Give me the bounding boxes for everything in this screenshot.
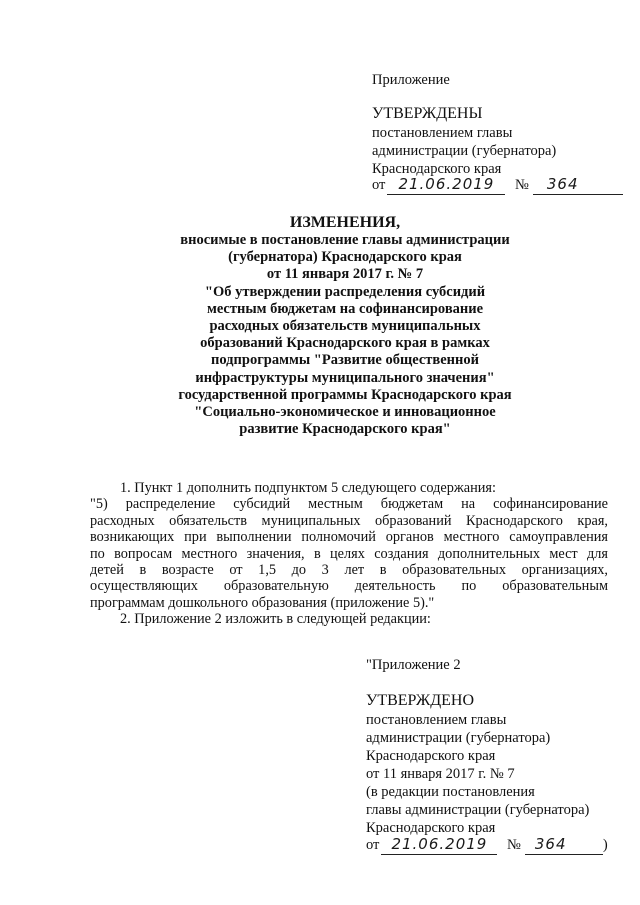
approval-date-line	[372, 176, 623, 195]
approval2-line-5: (в редакции постановления	[366, 784, 535, 800]
approval-line-1: постановлением главы	[372, 125, 513, 141]
appendix-label: Приложение	[372, 72, 450, 88]
approval-line-2: администрации (губернатора)	[372, 143, 557, 159]
date-prefix: от	[372, 177, 386, 193]
approval2-line-3: Краснодарского края	[366, 748, 496, 764]
paragraph-1-line: "5) распределение субсидий местным бюджетам на софинансирование	[90, 496, 608, 513]
paragraph-1-intro: 1. Пункт 1 дополнить подпунктом 5 следующего содержания:	[120, 480, 496, 496]
approval2-line-6: главы администрации (губернатора)	[366, 802, 590, 818]
approved-label-2: УТВЕРЖДЕНО	[366, 692, 475, 709]
handwritten-date: 21.06.2019	[398, 175, 495, 193]
paragraph-1-line: возникающих при выполнении полномочий органов местного самоуправления	[90, 529, 608, 546]
handwritten-number-2: 364	[534, 835, 567, 853]
paragraph-2: 2. Приложение 2 изложить в следующей редакции:	[120, 611, 431, 628]
approval-line-3: Краснодарского края	[372, 161, 502, 177]
approval2-line-1: постановлением главы	[366, 712, 507, 728]
date-field	[387, 176, 505, 195]
title-line: от 11 января 2017 г. № 7	[266, 266, 424, 283]
paragraph-1-line: по вопросам местного значения, в целях создания дополнительных мест для	[90, 545, 608, 562]
approval2-line-2: администрации (губернатора)	[366, 730, 551, 746]
handwritten-date-2: 21.06.2019	[391, 835, 488, 853]
title-line: образований Краснодарского края в рамках	[200, 335, 490, 352]
paragraph-1-line: детей в возрасте от 1,5 до 3 лет в образовательных организациях,	[90, 562, 608, 579]
title-line: расходных обязательств муниципальных	[209, 318, 481, 335]
paragraph-1-line: программам дошкольного образования (приложение 5)."	[90, 594, 435, 611]
title-line: подпрограммы "Развитие общественной	[211, 352, 479, 369]
handwritten-number: 364	[546, 175, 579, 193]
appendix-2-label: "Приложение 2	[366, 657, 461, 673]
date-field-2	[381, 836, 497, 855]
number-field	[533, 176, 623, 195]
approved-label: УТВЕРЖДЕНЫ	[372, 105, 483, 122]
title-heading: ИЗМЕНЕНИЯ,	[289, 214, 401, 231]
title-line: инфраструктуры муниципального значения"	[195, 369, 495, 386]
paragraph-1-line: осуществляющих образовательную деятельность по образовательным	[90, 578, 608, 595]
number-field-2	[525, 836, 603, 855]
title-line: государственной программы Краснодарского края	[178, 386, 512, 403]
title-line: "Социально-экономическое и инновационное	[194, 404, 496, 421]
title-line: (губернатора) Краснодарского края	[228, 249, 462, 266]
approval2-line-4: от 11 января 2017 г. № 7	[366, 766, 515, 782]
title-line: местным бюджетам на софинансирование	[206, 300, 484, 317]
approval2-line-7: Краснодарского края	[366, 820, 496, 836]
number-sign-2: №	[507, 837, 521, 853]
title-line: развитие Краснодарского края"	[239, 421, 451, 438]
paragraph-1-line: расходных обязательств муниципальных образований Краснодарского края,	[90, 512, 608, 529]
approval2-date-line	[366, 836, 608, 855]
document-body	[90, 480, 608, 628]
title-line: "Об утверждении распределения субсидий	[204, 283, 486, 300]
title-line: вносимые в постановление главы администрации	[180, 232, 510, 248]
date-prefix-2: от	[366, 837, 380, 853]
number-sign: №	[515, 177, 529, 193]
document-title	[150, 213, 540, 438]
closing-paren: )	[602, 837, 608, 853]
